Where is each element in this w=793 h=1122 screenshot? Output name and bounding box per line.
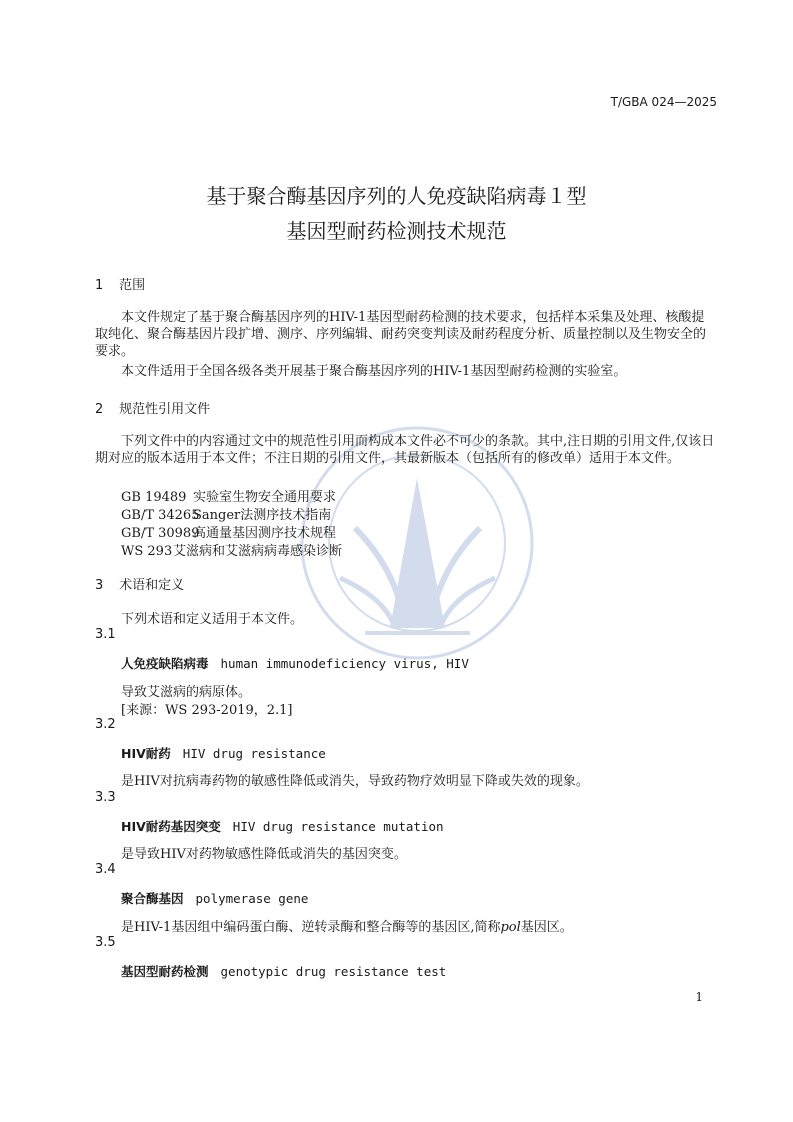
reference-code: GB 19489 <box>121 490 187 505</box>
document-title-line-2: 基因型耐药检测技术规范 <box>286 219 507 243</box>
term-definition: 是HIV对抗病毒药物的敏感性降低或消失，导致药物疗效明显下降或失效的现象。 <box>121 774 589 789</box>
term-english: human immunodeficiency virus, HIV <box>220 656 469 671</box>
term-english: genotypic drug resistance test <box>220 964 447 979</box>
term-number: 3.2 <box>95 717 116 732</box>
term-number: 3.1 <box>95 627 116 642</box>
term-chinese: 人免疫缺陷病毒 <box>121 656 209 671</box>
reference-code: GB/T 34265 <box>121 508 200 523</box>
reference-item <box>121 540 342 559</box>
section-heading-scope <box>95 274 145 293</box>
term-chinese: 基因型耐药检测 <box>121 964 209 979</box>
reference-code: GB/T 30989 <box>121 526 200 541</box>
term-entry <box>121 817 444 835</box>
reference-title: 高通量基因测序技术规程 <box>193 526 337 541</box>
reference-code: WS 293 <box>121 544 173 559</box>
term-chinese: 聚合酶基因 <box>121 891 184 906</box>
reference-item <box>121 486 336 505</box>
term-english: HIV drug resistance mutation <box>232 819 444 834</box>
term-entry <box>121 962 446 980</box>
section-heading-normative-references <box>95 398 210 417</box>
reference-title: Sanger法测序技术指南 <box>193 508 332 523</box>
section-number: 3 <box>95 578 104 593</box>
term-english: polymerase gene <box>195 891 309 906</box>
terms-intro: 下列术语和定义适用于本文件。 <box>121 612 304 627</box>
section-number: 2 <box>95 402 104 417</box>
section-number: 1 <box>95 278 104 293</box>
scope-paragraph-1: 本文件规定了基于聚合酶基因序列的HIV-1基因型耐药检测的技术要求，包括样本采集及处理、核酸提取纯化、聚合酶基因片段扩增、测序、序列编辑、耐药突变判读及耐药程度分析、质量控制以及生物安全的要求。 <box>95 310 707 359</box>
term-definition-text: 基因区。 <box>520 920 573 935</box>
document-title-line-1: 基于聚合酶基因序列的人免疫缺陷病毒１型 <box>206 184 587 208</box>
term-definition: 是导致HIV对药物敏感性降低或消失的基因突变。 <box>121 847 407 862</box>
document-number: T/GBA 024—2025 <box>610 95 717 109</box>
page-number: 1 <box>695 990 703 1004</box>
term-definition-text: 是HIV-1基因组中编码蛋白酶、逆转录酶和整合酶等的基因区,简称 <box>121 920 501 935</box>
term-definition <box>121 916 573 935</box>
term-chinese: HIV耐药基因突变 <box>121 819 221 834</box>
term-number: 3.4 <box>95 862 116 877</box>
section-title: 范围 <box>119 278 146 293</box>
term-number: 3.5 <box>95 935 116 950</box>
reference-item <box>121 522 336 541</box>
reference-item <box>121 504 331 523</box>
section-title: 术语和定义 <box>119 578 185 593</box>
scope-paragraph-2: 本文件适用于全国各级各类开展基于聚合酶基因序列的HIV-1基因型耐药检测的实验室。 <box>121 364 627 379</box>
reference-title: 实验室生物安全通用要求 <box>193 490 337 505</box>
term-definition: 导致艾滋病的病原体。 <box>121 685 252 700</box>
section-heading-terms <box>95 574 184 593</box>
term-chinese: HIV耐药 <box>121 746 171 761</box>
reference-title: 艾滋病和艾滋病病毒感染诊断 <box>173 544 343 559</box>
term-source: [来源：WS 293-2019，2.1] <box>121 703 293 718</box>
term-entry <box>121 744 326 762</box>
term-english: HIV drug resistance <box>182 746 326 761</box>
normative-intro-paragraph: 下列文件中的内容通过文中的规范性引用而构成本文件必不可少的条款。其中,注日期的引用文件,仅该日期对应的版本适用于本文件；不注日期的引用文件，其最新版本（包括所有的修改单）适用于本文件。 <box>95 434 715 466</box>
section-title: 规范性引用文件 <box>119 402 211 417</box>
term-entry <box>121 889 308 907</box>
term-number: 3.3 <box>95 790 116 805</box>
term-definition-italic: pol <box>500 920 521 935</box>
term-entry <box>121 654 469 672</box>
